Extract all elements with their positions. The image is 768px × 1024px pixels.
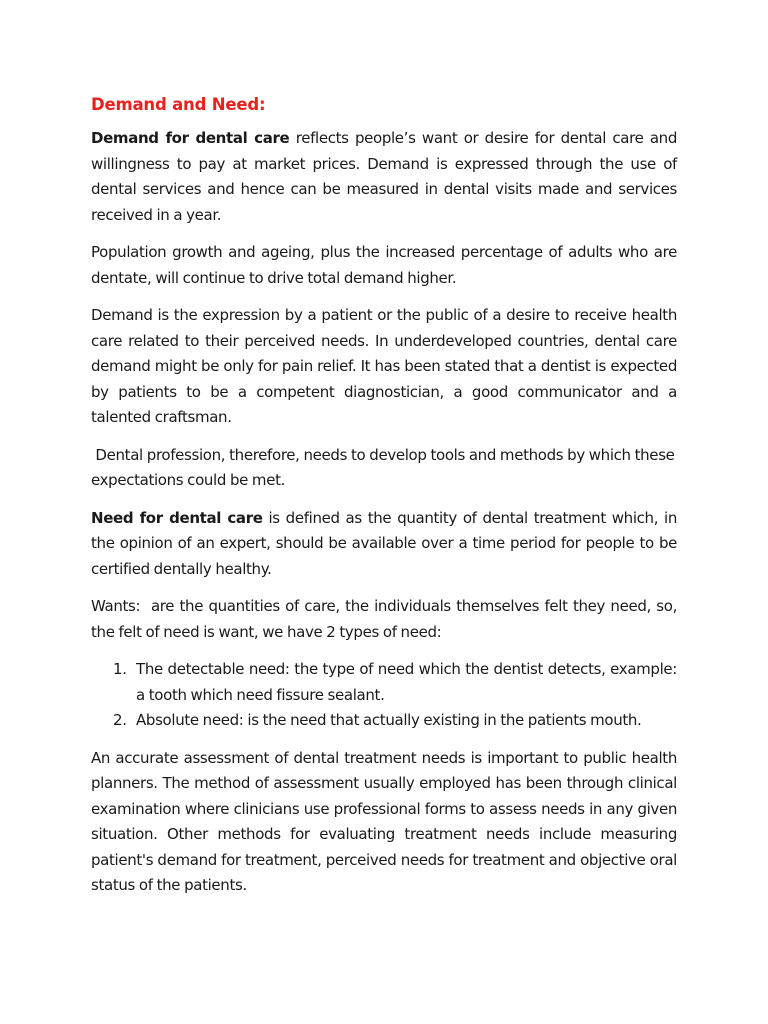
paragraph-wants [91,594,681,645]
paragraph-need-definition [91,506,677,583]
need-types-list [91,657,677,734]
paragraph-text: Wants: are the quantities of care, the individuals themselves felt they need, so, the felt of need is want, we have 2 types of need: [91,597,681,641]
list-item-text: The detectable need: the type of need which the dentist detects, example: a tooth which need fissure sealant. [136,660,677,704]
list-item [91,708,677,734]
list-number: 2. [113,711,127,729]
paragraph-text: Dental profession, therefore, needs to develop tools and methods by which these expectations could be met. [91,445,679,489]
paragraph-demand-definition [91,126,677,228]
list-item [91,657,677,708]
paragraph-text: reflects people’s want or desire for dental care and willingness to pay at market prices. Demand is expressed through the use of dental services and hence can be measured in dental visits made and services received in a year. [91,129,677,224]
paragraph-population-growth: Population growth and ageing, plus the increased percentage of adults who are dentate, will continue to drive total demand higher. [91,243,677,287]
document-page [91,92,681,911]
paragraph-demand-expression: Demand is the expression by a patient or the public of a desire to receive health care related to their perceived needs. In underdeveloped countries, dental care demand might be only for pain relief. It has been stated that a dentist is expected by patients to be a competent diagnostician, a good communicator and a talented craftsman. [91,306,677,426]
term-demand: Demand for dental care [91,129,290,147]
paragraph-dental-profession [91,443,677,494]
paragraph-text: is defined as the quantity of dental treatment which, in the opinion of an expert, should be available over a time period for people to be certified dentally healthy. [91,508,677,578]
list-number: 1. [113,660,127,678]
term-need: Need for dental care [91,508,263,527]
paragraph-assessment: An accurate assessment of dental treatment needs is important to public health planners. The method of assessment usually employed has been through clinical examination where clinicians use professional forms to assess needs in any given situation. Other methods for evaluating treatment needs include measuring patient's demand for treatment, perceived needs for treatment and objective oral status of the patients. [91,748,677,894]
section-heading: Demand and Need: [91,95,266,114]
list-item-text: Absolute need: is the need that actually existing in the patients mouth. [136,711,642,729]
